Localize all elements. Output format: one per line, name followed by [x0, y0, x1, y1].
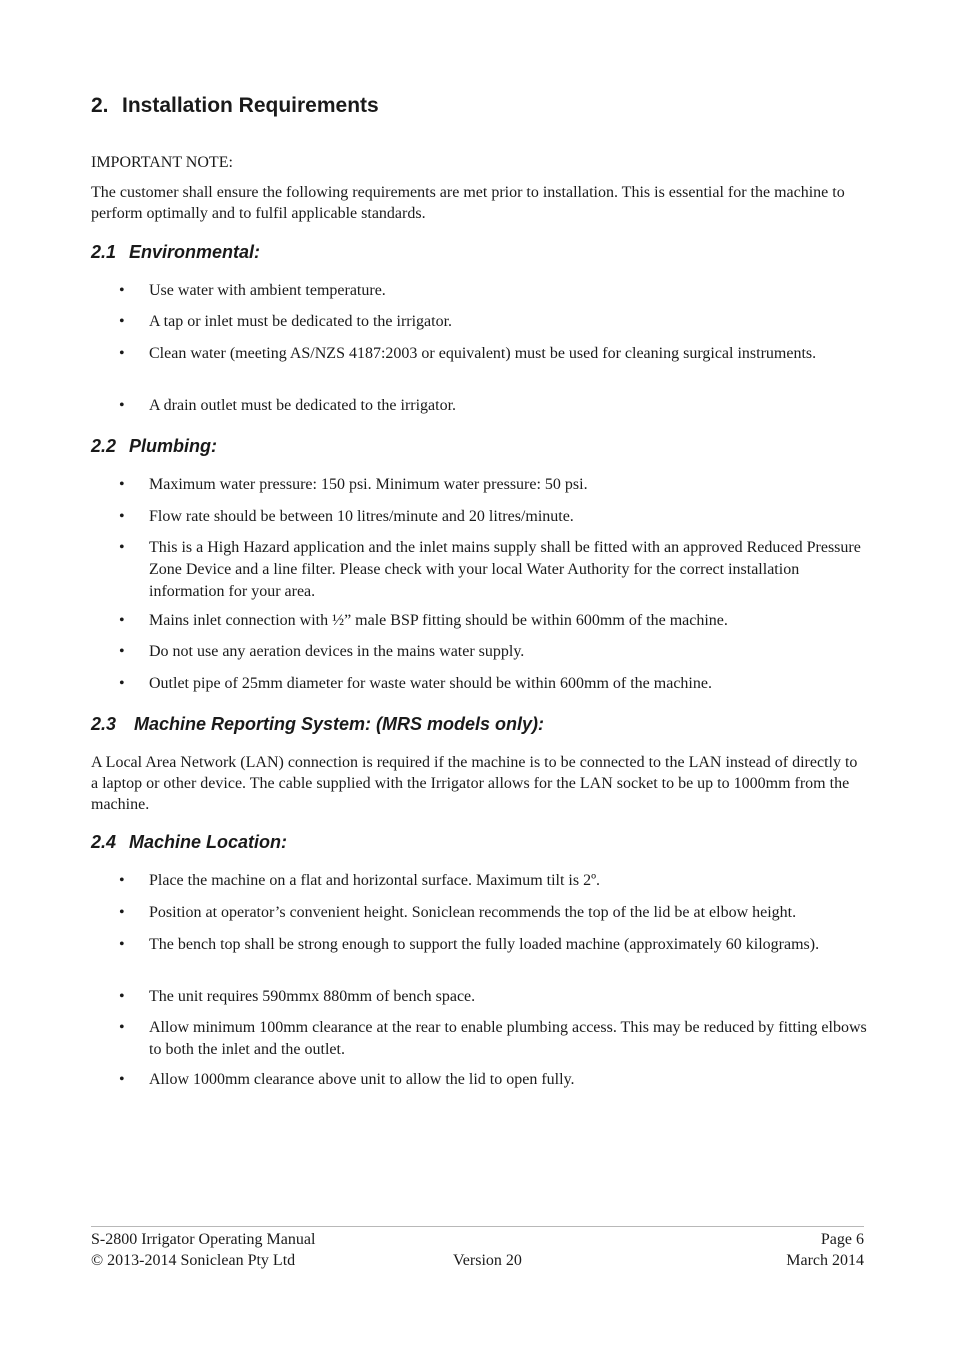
- subsection-heading-location: [91, 832, 287, 853]
- intro-paragraph: The customer shall ensure the following requirements are met prior to installation. This is essential for the machine to perform optimally and to fulfil applicable standards.: [91, 184, 845, 222]
- list-item: • Clean water (meeting AS/NZS 4187:2003 or equivalent) must be used for cleaning surgical instruments.: [149, 343, 867, 365]
- bullet-icon: •: [119, 643, 125, 660]
- bullet-icon: •: [119, 476, 125, 493]
- bullet-icon: •: [119, 872, 125, 889]
- section-number: 2.: [91, 94, 109, 117]
- list-item: • Place the machine on a flat and horizontal surface. Maximum tilt is 2º.: [149, 870, 867, 892]
- subsection-heading-environmental: [91, 242, 260, 263]
- bullet-icon: •: [119, 539, 125, 556]
- subsection-heading-mrs: [91, 714, 544, 735]
- list-item: • The unit requires 590mmx 880mm of bench space.: [149, 986, 867, 1008]
- footer-copyright: © 2013-2014 Soniclean Pty Ltd: [91, 1252, 296, 1269]
- list-item: • Do not use any aeration devices in the mains water supply.: [149, 641, 867, 663]
- list-item: • A tap or inlet must be dedicated to the irrigator.: [149, 311, 867, 333]
- subsection-title: Machine Reporting System: (MRS models only):: [134, 714, 545, 734]
- list-item: • Position at operator’s convenient height. Soniclean recommends the top of the lid be at elbow height.: [149, 902, 867, 924]
- bullet-icon: •: [119, 313, 125, 330]
- list-item: • Allow minimum 100mm clearance at the rear to enable plumbing access. This may be reduced by fitting elbows to both the inlet and the outlet.: [119, 1019, 867, 1058]
- bullet-icon: •: [119, 508, 125, 525]
- list-item: • Flow rate should be between 10 litres/minute and 20 litres/minute.: [149, 506, 867, 528]
- bullet-icon: •: [119, 675, 125, 692]
- list-item: • This is a High Hazard application and the inlet mains supply shall be fitted with an approved Reduced Pressure Zone Device and a line filter. Please check with your local Water Authority for the correct installation information for your area.: [119, 539, 861, 600]
- footer-page-number: Page 6: [820, 1231, 864, 1248]
- bullet-icon: •: [119, 282, 125, 299]
- list-item: • Use water with ambient temperature.: [149, 280, 867, 302]
- list-item: • Outlet pipe of 25mm diameter for waste water should be within 600mm of the machine.: [149, 673, 867, 695]
- bullet-icon: •: [119, 936, 125, 953]
- bullet-icon: •: [119, 904, 125, 921]
- subsection-title: Machine Location:: [129, 832, 288, 852]
- footer-date: March 2014: [786, 1252, 864, 1269]
- list-item: • Maximum water pressure: 150 psi. Minimum water pressure: 50 psi.: [149, 474, 867, 496]
- mrs-paragraph: A Local Area Network (LAN) connection is required if the machine is to be connected to the LAN instead of directly to a laptop or other device. The cable supplied with the Irrigator allows for the LAN socket to be up to 1000mm from the machine.: [91, 754, 858, 813]
- subsection-number: 2.2: [91, 436, 117, 456]
- bullet-icon: •: [119, 988, 125, 1005]
- list-item: • Mains inlet connection with ½” male BSP fitting should be within 600mm of the machine.: [149, 610, 867, 632]
- list-item: • A drain outlet must be dedicated to the irrigator.: [149, 395, 867, 417]
- footer-divider: [91, 1226, 864, 1227]
- subsection-number: 2.4: [91, 832, 117, 852]
- subsection-title: Environmental:: [129, 242, 261, 262]
- list-item: • The bench top shall be strong enough to support the fully loaded machine (approximately 60 kilograms).: [149, 934, 867, 956]
- important-note-label: IMPORTANT NOTE:: [91, 154, 233, 171]
- footer-version: Version 20: [453, 1252, 522, 1269]
- bullet-icon: •: [119, 345, 125, 362]
- bullet-icon: •: [119, 397, 125, 414]
- section-heading: [91, 94, 379, 118]
- section-title: Installation Requirements: [122, 94, 379, 117]
- bullet-icon: •: [119, 612, 125, 629]
- subsection-title: Plumbing:: [129, 436, 217, 456]
- list-item: • Allow 1000mm clearance above unit to allow the lid to open fully.: [149, 1069, 867, 1091]
- bullet-icon: •: [119, 1019, 125, 1036]
- footer-manual-title: S-2800 Irrigator Operating Manual: [91, 1231, 316, 1248]
- bullet-icon: •: [119, 1071, 125, 1088]
- subsection-number: 2.1: [91, 242, 117, 262]
- subsection-heading-plumbing: [91, 436, 217, 457]
- subsection-number: 2.3: [91, 714, 117, 734]
